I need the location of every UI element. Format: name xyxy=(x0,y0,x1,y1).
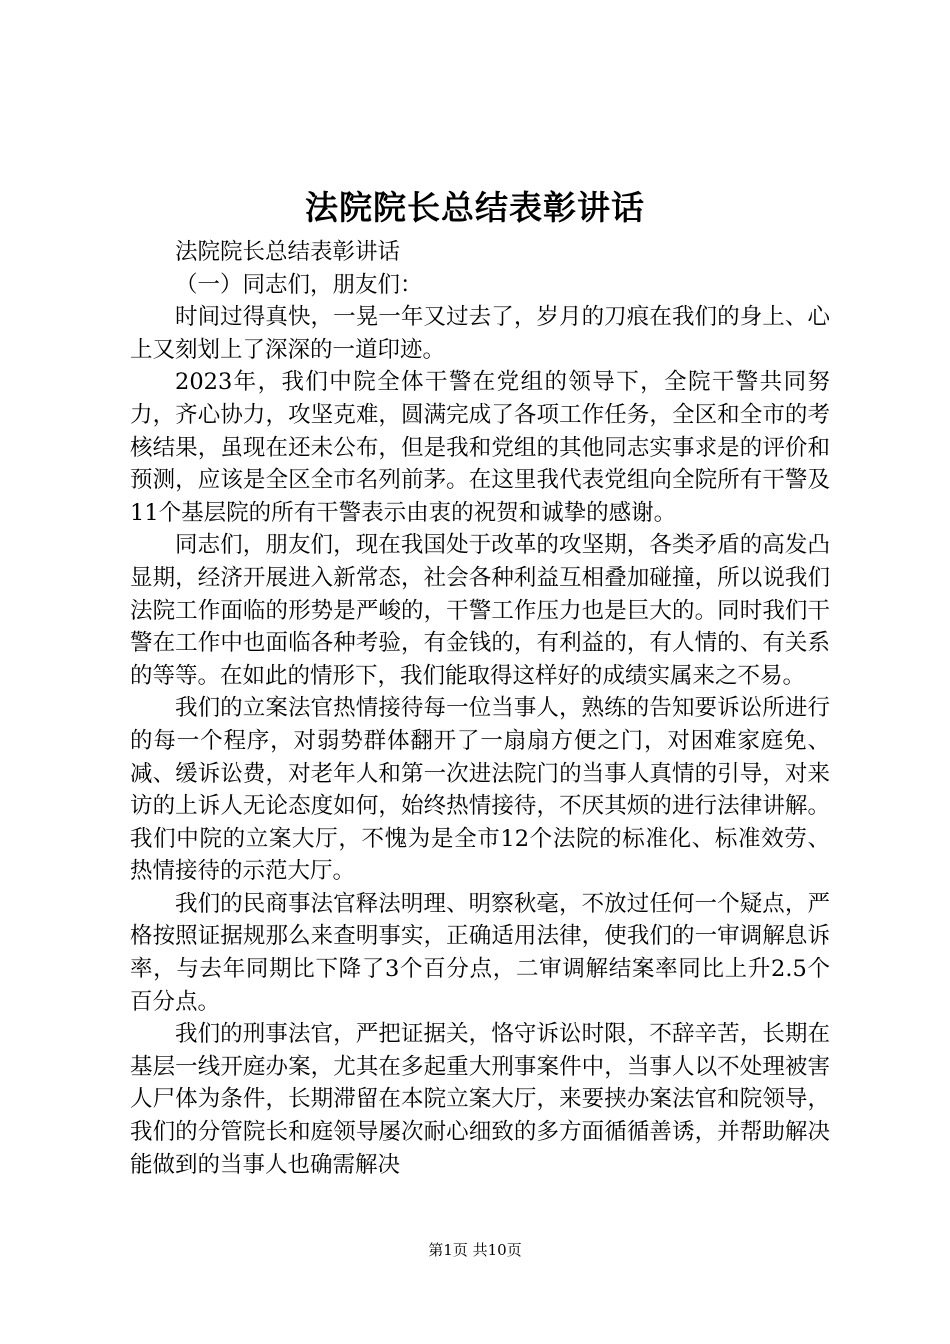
paragraph: 时间过得真快，一晃一年又过去了，岁月的刀痕在我们的身上、心上又刻划上了深深的一道印迹。 xyxy=(130,304,830,363)
paragraph: 法院院长总结表彰讲话 xyxy=(175,239,401,265)
document-title: 法院院长总结表彰讲话 xyxy=(305,188,645,227)
paragraph: 我们的立案法官热情接待每一位当事人，熟练的告知要诉讼所进行的每一个程序，对弱势群体翻开了一扇扇方便之门，对困难家庭免、减、缓诉讼费，对老年人和第一次进法院门的当事人真情的引导，对来访的上诉人无论态度如何，始终热情接待，不厌其烦的进行法律讲解。我们中院的立案大厅，不愧为是全市12个法院的标准化、标准效劳、热情接待的示范大厅。 xyxy=(130,695,830,885)
paragraph: 我们的刑事法官，严把证据关，恪守诉讼时限，不辞辛苦，长期在基层一线开庭办案，尤其在多起重大刑事案件中，当事人以不处理被害人尸体为条件，长期滞留在本院立案大厅，来要挟办案法官和院领导，我们的分管院长和庭领导屡次耐心细致的多方面循循善诱，并帮助解决能做到的当事人也确需解决 xyxy=(130,1021,830,1178)
paragraph: 我们的民商事法官释法明理、明察秋毫，不放过任何一个疑点，严格按照证据规那么来查明事实，正确适用法律，使我们的一审调解息诉率，与去年同期比下降了3个百分点，二审调解结案率同比上升2.5个百分点。 xyxy=(130,890,830,1015)
paragraph: （一）同志们，朋友们： xyxy=(175,271,423,298)
paragraph: 同志们，朋友们，现在我国处于改革的攻坚期，各类矛盾的高发凸显期，经济开展进入新常态，社会各种利益互相叠加碰撞，所以说我们法院工作面临的形势是严峻的，干警工作压力也是巨大的。同时我们干警在工作中也面临各种考验，有金钱的，有利益的，有人情的、有关系的等等。在如此的情形下，我们能取得这样好的成绩实属来之不易。 xyxy=(130,532,830,689)
document-body xyxy=(130,236,830,1181)
page-footer: 第1页 共10页 xyxy=(428,1241,522,1259)
paragraph: 2023年，我们中院全体干警在党组的领导下，全院干警共同努力，齐心协力，攻坚克难，圆满完成了各项工作任务，全区和全市的考核结果，虽现在还未公布，但是我和党组的其他同志实事求是的评价和预测，应该是全区全市名列前茅。在这里我代表党组向全院所有干警及11个基层院的所有干警表示由衷的祝贺和诚挚的感谢。 xyxy=(130,369,830,526)
